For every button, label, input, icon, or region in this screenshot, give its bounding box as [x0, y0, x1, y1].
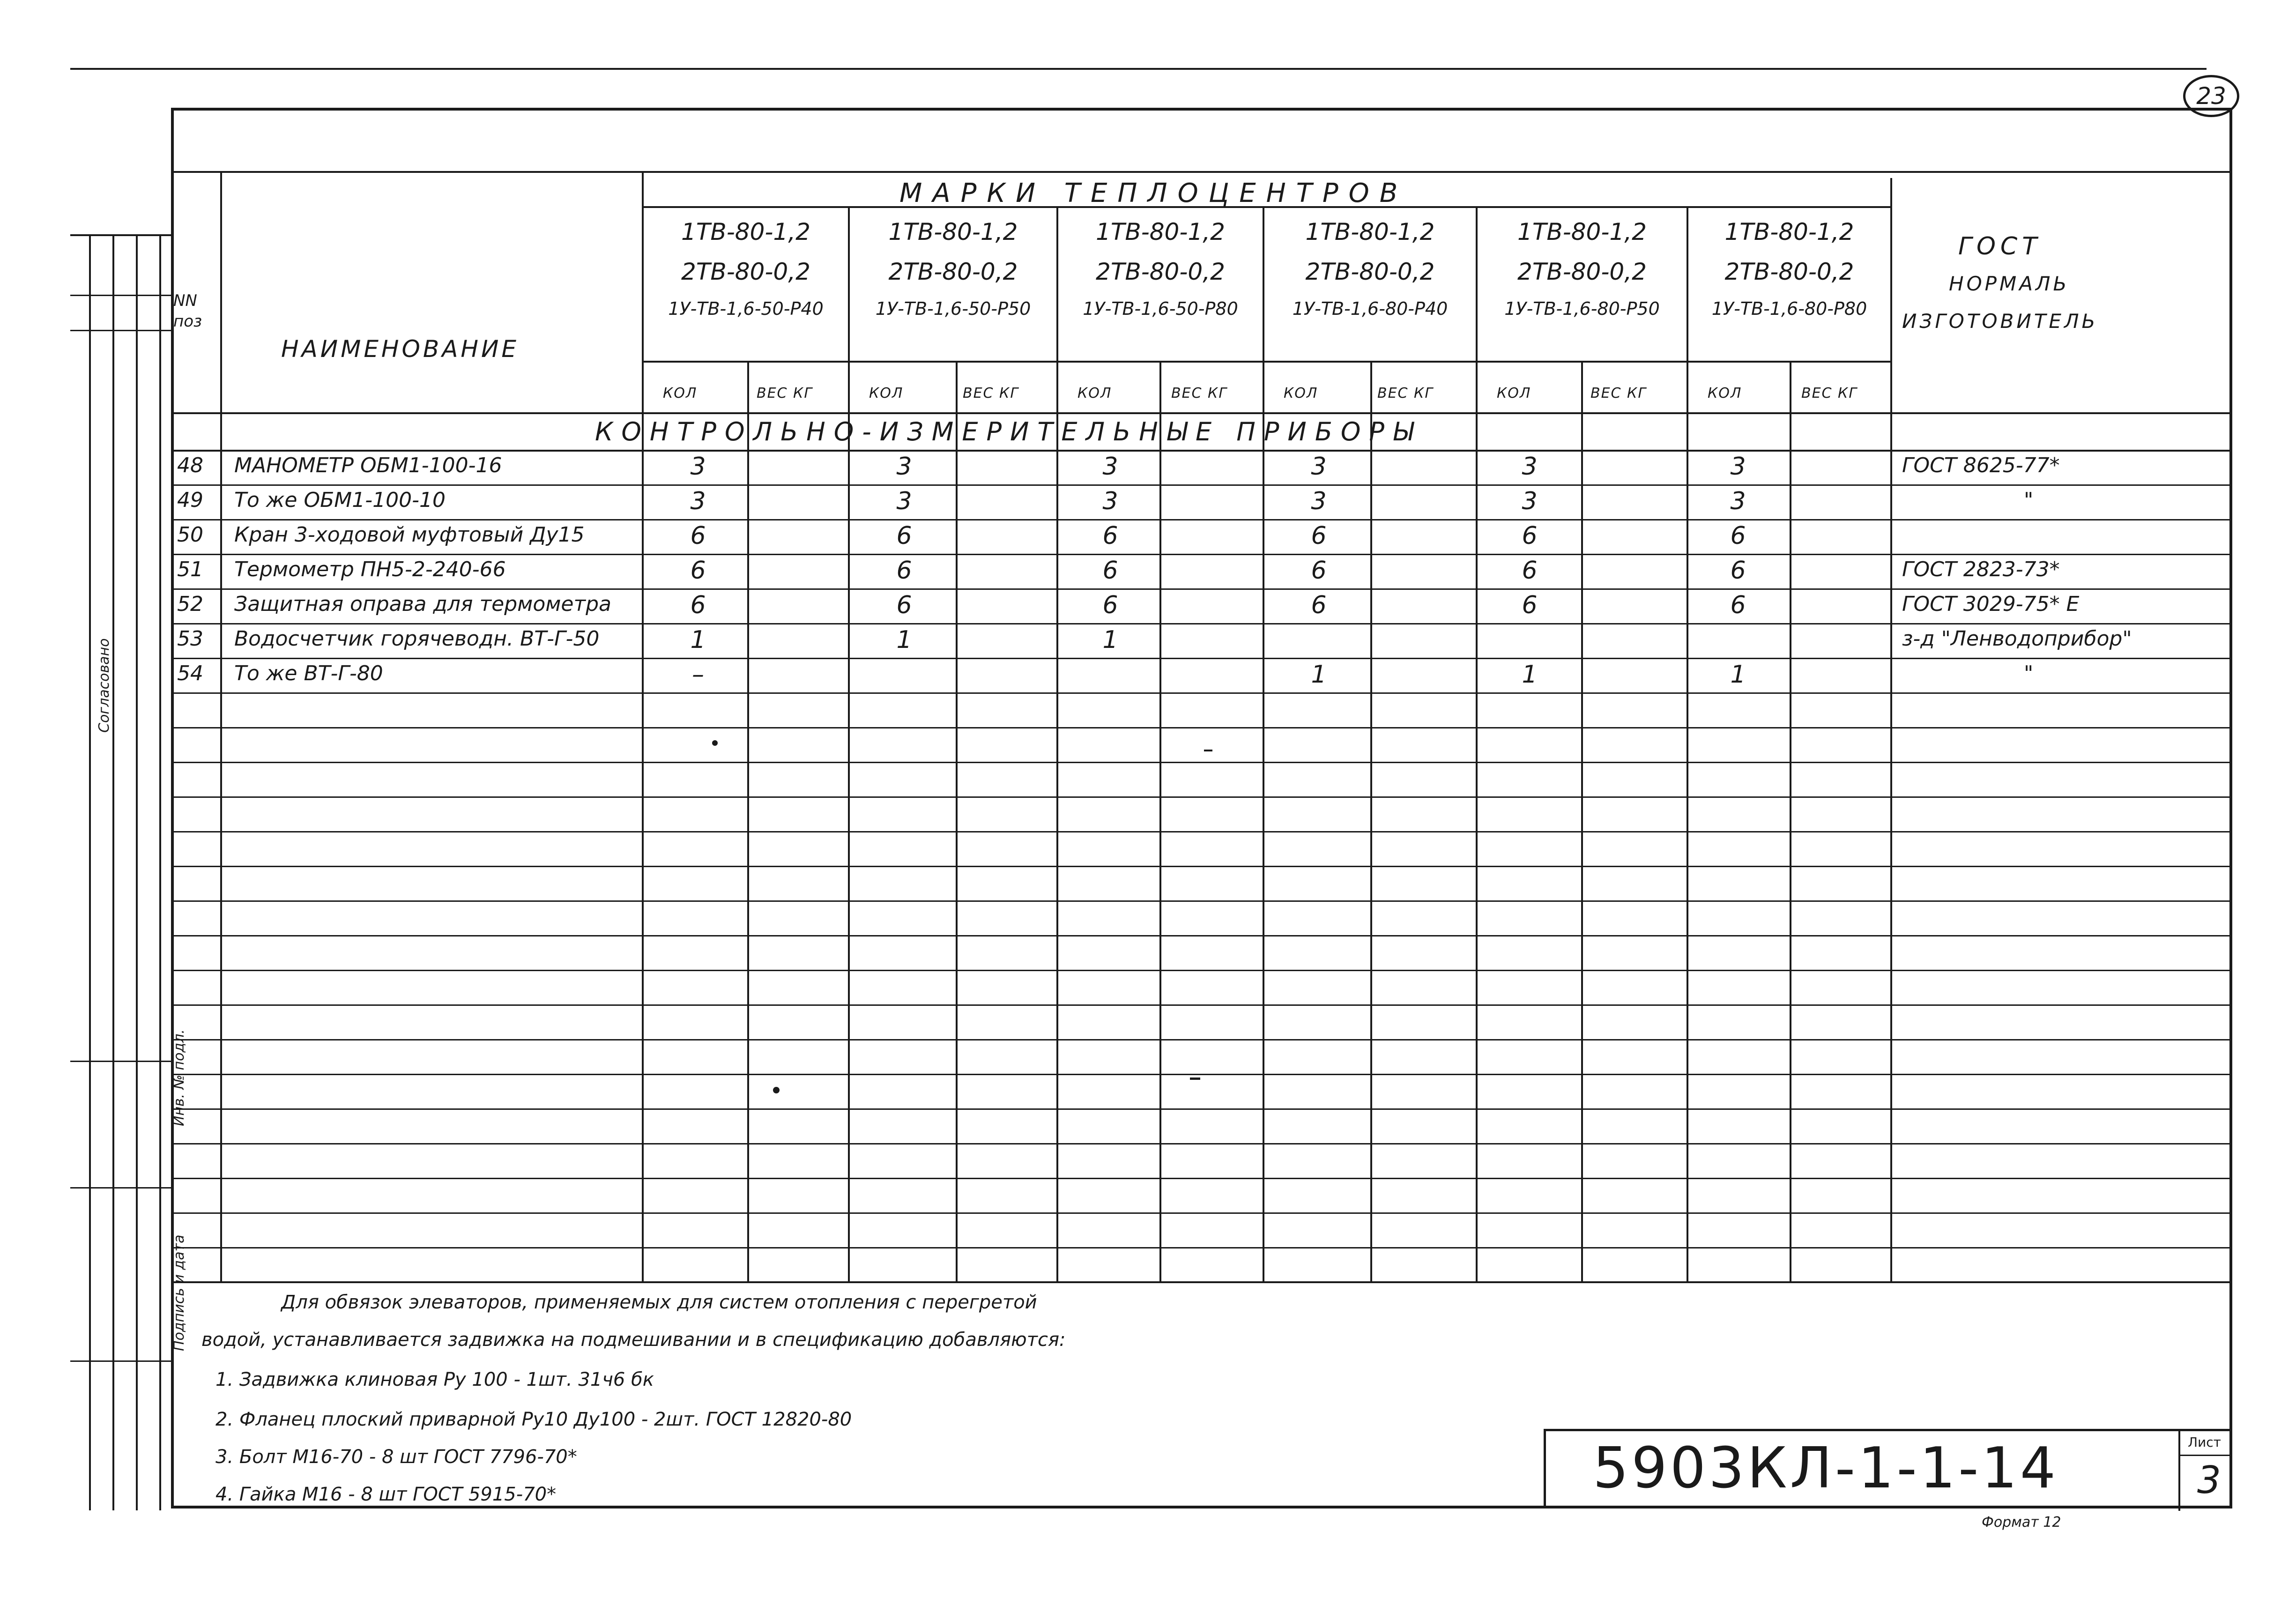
row-line [171, 588, 2232, 590]
section-title: КОНТРОЛЬНО-ИЗМЕРИТЕЛЬНЫЕ ПРИБОРЫ [595, 417, 1422, 446]
row-qty: 6 [1730, 557, 1746, 585]
strip-line-2 [112, 236, 114, 1510]
row-line [171, 970, 2232, 971]
strip-label-inv: Инв. № подл. [171, 1029, 187, 1126]
mark-header-2-line1: 1ТВ-80-1,2 [888, 218, 1018, 245]
row-line [171, 692, 2232, 694]
strip-label-approved: Согласовано [96, 638, 112, 733]
row-num: 50 [177, 523, 203, 547]
sheet-number: 23 [2196, 82, 2226, 110]
row-num: 54 [177, 661, 203, 685]
mark-header-2-line3: 1У-ТВ-1,6-50-Р50 [875, 298, 1031, 319]
mark-sub-weight: ВЕС КГ [1377, 385, 1434, 401]
row-line [171, 935, 2232, 936]
col-divider-mark3 [1263, 206, 1264, 1281]
row-qty: 6 [1730, 522, 1746, 550]
mark-sub-weight: ВЕС КГ [757, 385, 813, 401]
row-qty: 3 [896, 453, 912, 481]
row-num: 49 [177, 488, 203, 512]
row-qty: 6 [896, 522, 912, 550]
row-qty: 3 [1522, 453, 1538, 481]
row-gost: " [2024, 488, 2034, 512]
row-gost: ГОСТ 3029-75* Е [1902, 592, 2080, 616]
col-divider-mark1 [848, 206, 850, 1281]
strip-line-1 [89, 236, 91, 1510]
row-line [171, 1074, 2232, 1075]
mark-header-4-line2: 2ТВ-80-0,2 [1305, 258, 1435, 285]
strip-line-3 [136, 236, 138, 1510]
mark-sub-weight: ВЕС КГ [1590, 385, 1647, 401]
col-divider-name [642, 171, 644, 1281]
marks-group-title: МАРКИ ТЕПЛОЦЕНТРОВ [899, 178, 1408, 208]
row-line [171, 1247, 2232, 1248]
mark-sub-qty: КОЛ [1708, 385, 1742, 401]
gost-header-l1: ГОСТ [1958, 232, 2042, 260]
scan-speck [773, 1087, 780, 1093]
row-num: 52 [177, 592, 203, 616]
row-line [171, 1178, 2232, 1179]
row-name: То же ОБМ1-100-10 [234, 488, 446, 512]
stamp-sheet-value: 3 [2197, 1458, 2221, 1502]
row-qty: 6 [1311, 522, 1327, 550]
col-num-header: NN поз [173, 291, 202, 331]
note-line: 3. Болт М16-70 - 8 шт ГОСТ 7796-70* [215, 1446, 577, 1468]
row-qty: 6 [1102, 557, 1118, 585]
row-line [171, 554, 2232, 555]
row-gost: з-д "Ленводоприбор" [1902, 627, 2132, 651]
row-line [171, 623, 2232, 624]
row-qty: 1 [1102, 626, 1118, 654]
row-line [171, 900, 2232, 902]
row-line [171, 1039, 2232, 1040]
col-divider-mark5 [1687, 206, 1688, 1281]
col-divider-num [220, 171, 222, 1281]
note-line: водой, устанавливается задвижка на подмешивании и в спецификацию добавляются: [201, 1329, 1066, 1351]
row-qty: 3 [1102, 453, 1118, 481]
row-qty: 1 [1311, 661, 1327, 689]
mark-header-5-line1: 1ТВ-80-1,2 [1517, 218, 1647, 245]
row-qty: 1 [896, 626, 912, 654]
mark-header-2-line2: 2ТВ-80-0,2 [888, 258, 1018, 285]
mark-sub-weight: ВЕС КГ [963, 385, 1019, 401]
row-qty: 1 [690, 626, 706, 654]
mark-header-5-line2: 2ТВ-80-0,2 [1517, 258, 1647, 285]
col-divider-mark4 [1476, 206, 1478, 1281]
col-divider-mark2 [1056, 206, 1058, 1281]
row-line [171, 727, 2232, 728]
row-line [171, 1212, 2232, 1214]
row-qty: – [692, 661, 704, 689]
row-qty: 3 [1730, 487, 1746, 515]
row-qty: 3 [1730, 453, 1746, 481]
mark-header-4-line1: 1ТВ-80-1,2 [1305, 218, 1435, 245]
row-qty: 6 [1102, 591, 1118, 619]
scan-speck [1190, 1077, 1200, 1080]
row-line [171, 484, 2232, 486]
mark-header-5-line3: 1У-ТВ-1,6-80-Р50 [1504, 298, 1660, 319]
row-qty: 3 [896, 487, 912, 515]
row-line [171, 762, 2232, 763]
row-qty: 3 [1102, 487, 1118, 515]
row-line [171, 1143, 2232, 1144]
scan-speck [712, 740, 718, 746]
header-band-line [171, 171, 2232, 173]
row-qty: 3 [1522, 487, 1538, 515]
title-stamp [1544, 1429, 2232, 1508]
row-qty: 3 [1311, 453, 1327, 481]
row-line [171, 796, 2232, 798]
strip-hline-5 [70, 1360, 171, 1362]
mark-header-1-line1: 1ТВ-80-1,2 [681, 218, 810, 245]
row-name: МАНОМЕТР ОБМ1-100-16 [234, 453, 502, 477]
strip-hline-1 [70, 295, 171, 296]
row-line [171, 831, 2232, 832]
mark-sub-weight: ВЕС КГ [1801, 385, 1858, 401]
row-name: Водосчетчик горячеводн. ВТ-Г-50 [234, 627, 600, 651]
row-qty: 6 [1522, 522, 1538, 550]
row-qty: 3 [690, 487, 706, 515]
mark-header-3-line3: 1У-ТВ-1,6-50-Р80 [1083, 298, 1238, 319]
stamp-divider [2178, 1431, 2180, 1511]
strip-line-4 [159, 236, 161, 1510]
row-line [171, 519, 2232, 520]
mark-header-3-line1: 1ТВ-80-1,2 [1096, 218, 1225, 245]
row-qty: 6 [1102, 522, 1118, 550]
marks-sub-line [642, 361, 1890, 363]
row-qty: 6 [896, 557, 912, 585]
row-num: 53 [177, 627, 203, 651]
strip-hline-3 [70, 1061, 171, 1062]
row-num: 48 [177, 453, 203, 477]
row-qty: 6 [1311, 557, 1327, 585]
left-strip [70, 234, 187, 1510]
mark-sub-qty: КОЛ [1284, 385, 1318, 401]
section-line [171, 450, 2232, 452]
mark-header-1-line2: 2ТВ-80-0,2 [681, 258, 810, 285]
note-line: 1. Задвижка клиновая Ру 100 - 1шт. 31ч6 бк [215, 1369, 654, 1390]
strip-hline-4 [70, 1187, 171, 1189]
mark-header-3-line2: 2ТВ-80-0,2 [1096, 258, 1225, 285]
row-gost: " [2024, 661, 2034, 685]
row-name: Кран 3-ходовой муфтовый Ду15 [234, 523, 585, 547]
document-code: 5903КЛ-1-1-14 [1593, 1436, 2059, 1501]
stamp-sheet-label: Лист [2188, 1434, 2221, 1450]
row-qty: 6 [896, 591, 912, 619]
mark-header-4-line3: 1У-ТВ-1,6-80-Р40 [1292, 298, 1448, 319]
row-qty: 1 [1522, 661, 1538, 689]
scan-speck [1204, 750, 1212, 751]
row-name: То же ВТ-Г-80 [234, 661, 383, 685]
row-qty: 6 [1522, 591, 1538, 619]
mark-sub-qty: КОЛ [1497, 385, 1531, 401]
row-qty: 3 [1311, 487, 1327, 515]
page-top-line [70, 68, 2207, 70]
row-name: Термометр ПН5-2-240-66 [234, 557, 506, 581]
row-gost: ГОСТ 8625-77* [1902, 453, 2060, 477]
row-line [171, 1004, 2232, 1006]
row-qty: 1 [1730, 661, 1746, 689]
row-qty: 6 [690, 557, 706, 585]
header-bottom-line [171, 412, 2232, 414]
mark-header-6-line1: 1ТВ-80-1,2 [1724, 218, 1854, 245]
row-num: 51 [177, 557, 203, 581]
table-bottom-line [171, 1281, 2232, 1283]
mark-header-1-line3: 1У-ТВ-1,6-50-Р40 [668, 298, 824, 319]
row-gost: ГОСТ 2823-73* [1902, 557, 2060, 581]
col-name-header: НАИМЕНОВАНИЕ [281, 335, 519, 363]
row-qty: 3 [690, 453, 706, 481]
mark-sub-qty: КОЛ [1077, 385, 1112, 401]
row-qty: 6 [1311, 591, 1327, 619]
row-line [171, 658, 2232, 659]
mark-sub-qty: КОЛ [663, 385, 698, 401]
note-line: 4. Гайка М16 - 8 шт ГОСТ 5915-70* [215, 1484, 557, 1505]
format-label: Формат 12 [1982, 1514, 2061, 1531]
row-qty: 6 [690, 522, 706, 550]
mark-sub-qty: КОЛ [869, 385, 904, 401]
gost-header-l2: НОРМАЛЬ [1949, 272, 2070, 295]
note-line: 2. Фланец плоский приварной Ру10 Ду100 - 2шт. ГОСТ 12820-80 [215, 1409, 852, 1430]
stamp-sheet-line [2178, 1455, 2232, 1456]
row-name: Защитная оправа для термометра [234, 592, 612, 616]
gost-header-l3: ИЗГОТОВИТЕЛЬ [1902, 310, 2098, 333]
strip-hline-2 [70, 330, 171, 331]
note-line: Для обвязок элеваторов, применяемых для систем отопления с перегретой [281, 1292, 1037, 1313]
mark-sub-weight: ВЕС КГ [1171, 385, 1228, 401]
row-line [171, 866, 2232, 867]
col-divider-gost [1890, 178, 1892, 1281]
row-line [171, 1108, 2232, 1110]
mark-header-6-line2: 2ТВ-80-0,2 [1724, 258, 1854, 285]
strip-label-sign: Подпись и дата [171, 1234, 187, 1351]
row-qty: 6 [690, 591, 706, 619]
row-qty: 6 [1522, 557, 1538, 585]
mark-header-6-line3: 1У-ТВ-1,6-80-Р80 [1711, 298, 1867, 319]
row-qty: 6 [1730, 591, 1746, 619]
